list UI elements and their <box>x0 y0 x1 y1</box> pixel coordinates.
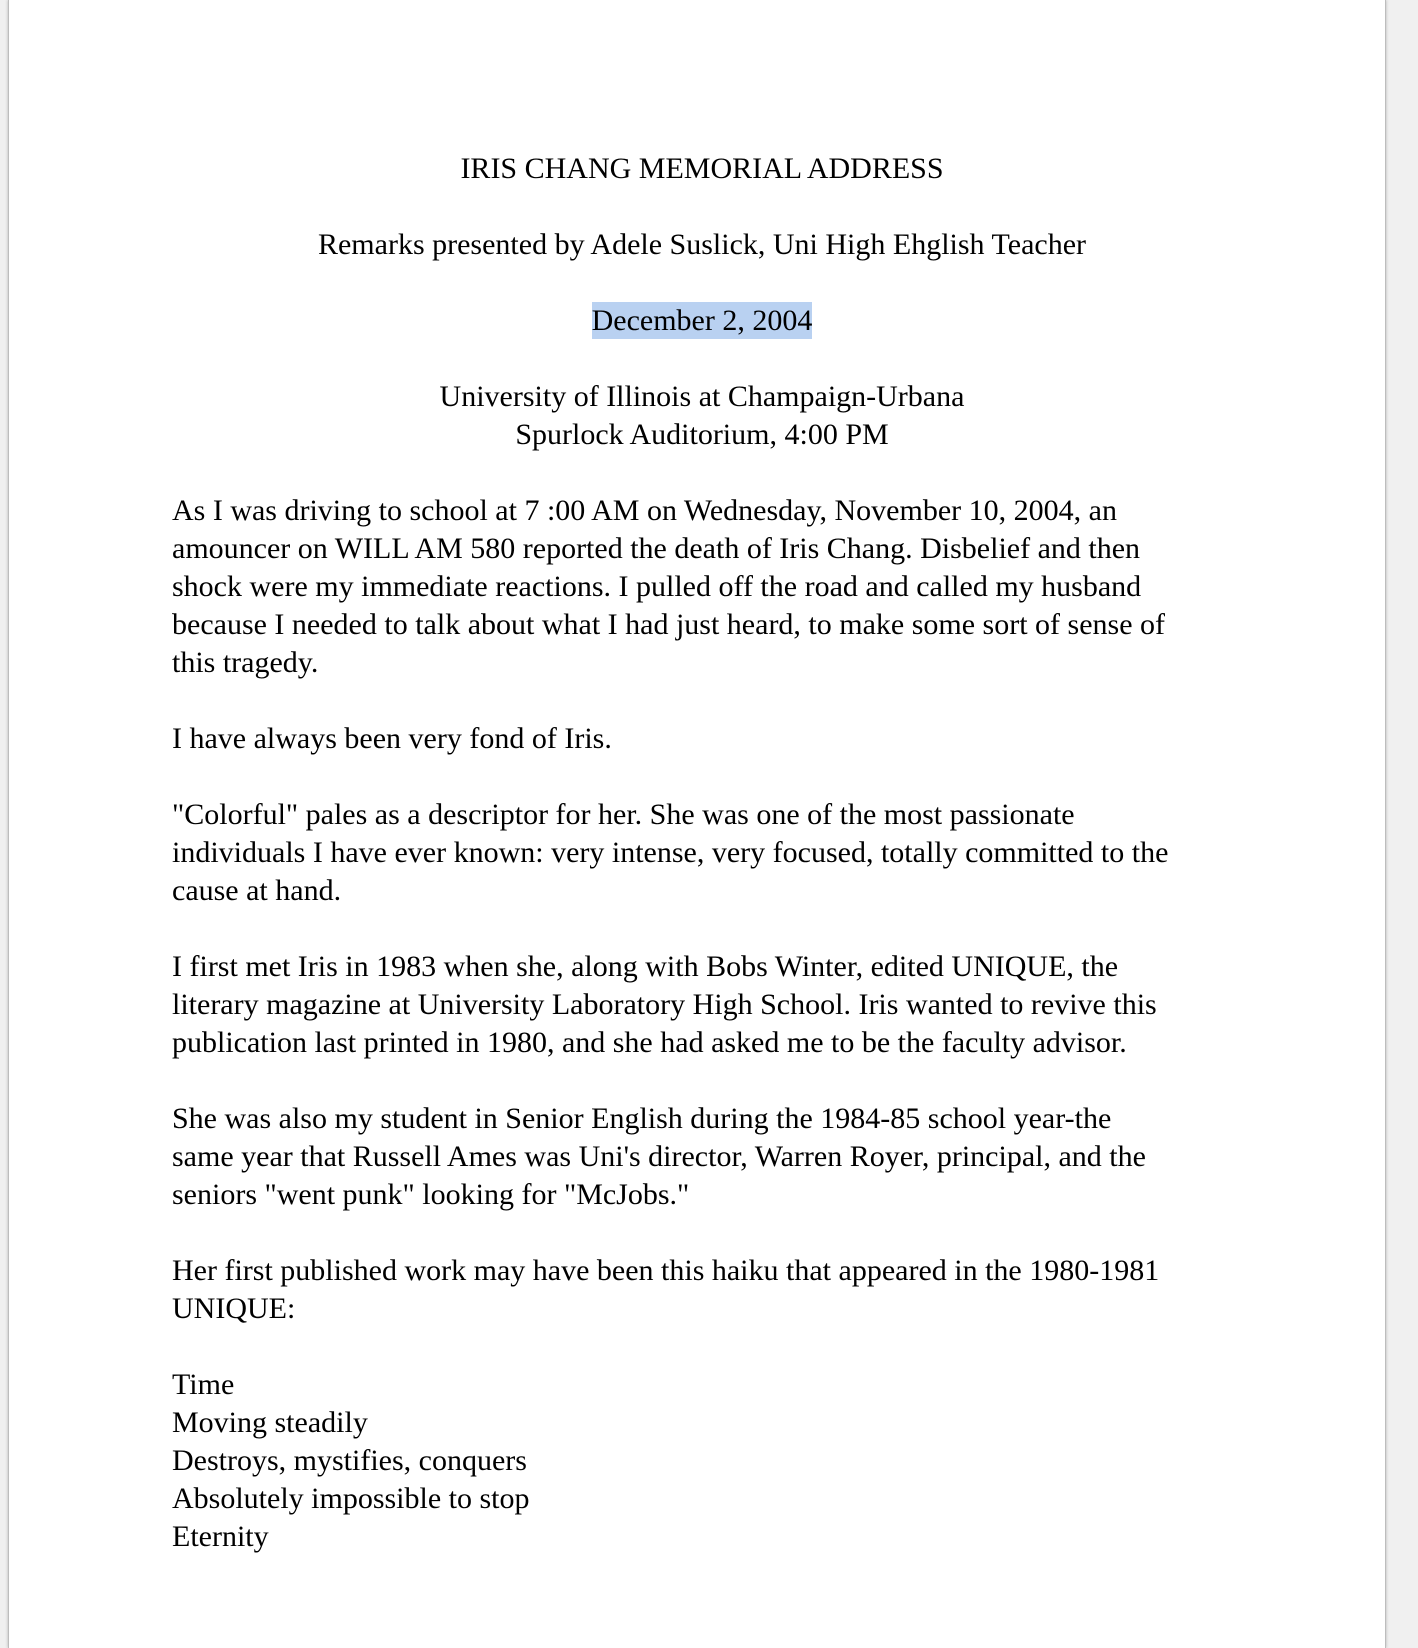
paragraph-line: amouncer on WILL AM 580 reported the death of Iris Chang. Disbelief and then <box>172 532 1141 565</box>
location-line: University of Illinois at Champaign-Urbana <box>439 380 965 413</box>
location-block <box>172 378 1232 454</box>
haiku-line: Eternity <box>172 1520 269 1553</box>
document-page[interactable] <box>8 0 1386 1648</box>
document-title: IRIS CHANG MEMORIAL ADDRESS <box>460 152 944 185</box>
paragraph-line: I first met Iris in 1983 when she, along with Bobs Winter, edited UNIQUE, the <box>172 950 1119 983</box>
paragraph-line: shock were my immediate reactions. I pulled off the road and called my husband <box>172 570 1142 603</box>
paragraph <box>172 492 1232 682</box>
presenter-line: Remarks presented by Adele Suslick, Uni High Ehglish Teacher <box>317 228 1087 261</box>
paragraph-line: I have always been very fond of Iris. <box>172 722 612 755</box>
paragraph-line: same year that Russell Ames was Uni's director, Warren Royer, principal, and the <box>172 1140 1146 1173</box>
location-line: Spurlock Auditorium, 4:00 PM <box>515 418 889 451</box>
paragraph <box>172 1100 1232 1214</box>
haiku-line: Moving steadily <box>172 1406 368 1439</box>
paragraph-line: She was also my student in Senior English during the 1984-85 school year-the <box>172 1102 1112 1135</box>
paragraph-line: literary magazine at University Laboratory High School. Iris wanted to revive this <box>172 988 1157 1021</box>
haiku-line: Destroys, mystifies, conquers <box>172 1444 527 1477</box>
haiku-line: Absolutely impossible to stop <box>172 1482 530 1515</box>
paragraph-line: seniors "went punk" looking for "McJobs." <box>172 1178 690 1211</box>
paragraph-line: because I needed to talk about what I had just heard, to make some sort of sense of <box>172 608 1166 641</box>
haiku <box>172 1366 1232 1556</box>
paragraph-line: publication last printed in 1980, and she had asked me to be the faculty advisor. <box>172 1026 1127 1059</box>
paragraph-line: this tragedy. <box>172 646 319 679</box>
paragraph-line: UNIQUE: <box>172 1292 296 1325</box>
paragraph-line: Her first published work may have been this haiku that appeared in the 1980-1981 <box>172 1254 1160 1287</box>
paragraph-line: "Colorful" pales as a descriptor for her. She was one of the most passionate <box>172 798 1075 831</box>
document-body[interactable] <box>172 150 1232 1556</box>
paragraph <box>172 720 1232 758</box>
date-line[interactable] <box>172 302 1232 340</box>
paragraph <box>172 1252 1232 1328</box>
paragraph <box>172 796 1232 910</box>
paragraph-line: As I was driving to school at 7 :00 AM on Wednesday, November 10, 2004, an <box>172 494 1117 527</box>
haiku-line: Time <box>172 1368 235 1401</box>
paragraph <box>172 948 1232 1062</box>
paragraph-line: cause at hand. <box>172 874 342 907</box>
paragraph-line: individuals I have ever known: very intense, very focused, totally committed to the <box>172 836 1169 869</box>
selected-date-text[interactable]: December 2, 2004 <box>591 304 813 337</box>
